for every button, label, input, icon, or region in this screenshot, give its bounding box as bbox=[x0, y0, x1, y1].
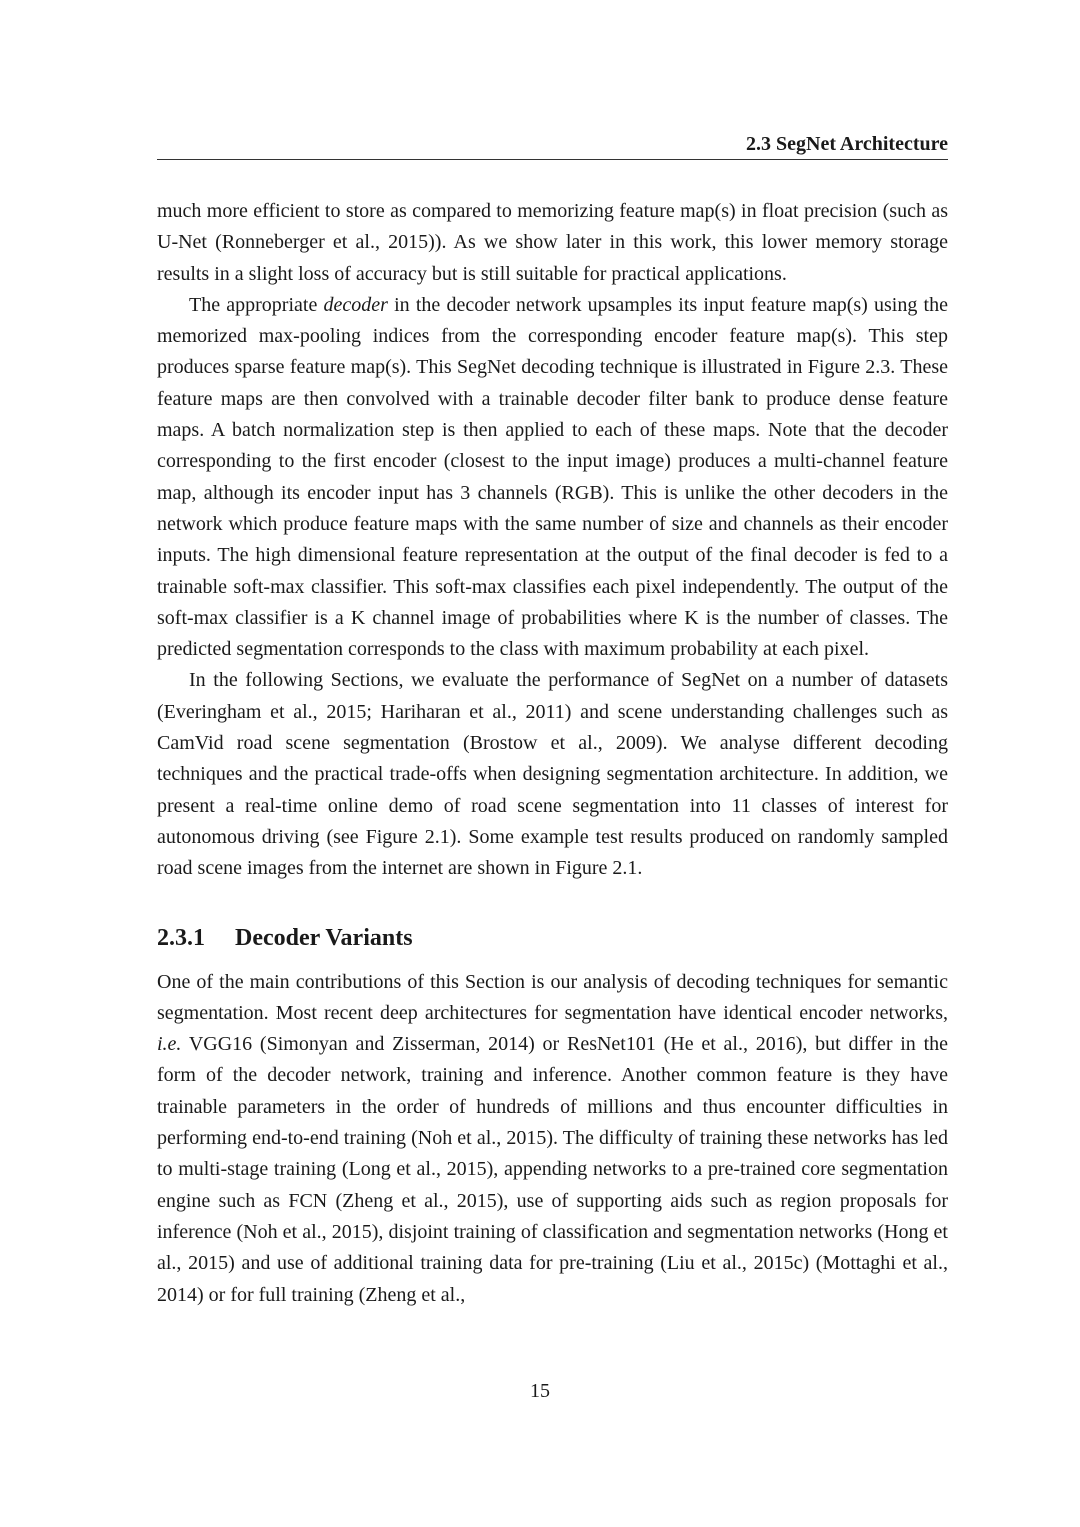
header-rule bbox=[157, 159, 948, 160]
emphasis-ie: i.e. bbox=[157, 1033, 182, 1056]
section-paragraph bbox=[157, 967, 948, 1311]
section-heading bbox=[157, 923, 948, 953]
paragraph-1: much more efficient to store as compared to memorizing feature map(s) in float precision (such as U-Net (Ronneberger et al., 2015)). As we show later in this work, this lower memory storage results in a slight loss of accuracy but is still suitable for practical applications. bbox=[157, 200, 948, 285]
paragraph-2-rest: in the decoder network upsamples its input feature map(s) using the memorized max-pooling indices from the corresponding encoder feature map(s). This step produces sparse feature map(s). This SegNet decoding technique is illustrated in Figure 2.3. These feature maps are then convolved with a trainable decoder filter bank to produce dense feature maps. A batch normalization step is then applied to each of these maps. Note that the decoder corresponding to the first encoder (closest to the input image) produces a multi-channel feature map, although its encoder input has 3 channels (RGB). This is unlike the other decoders in the network which produce feature maps with the same number of size and channels as their encoder inputs. The high dimensional feature representation at the output of the final decoder is fed to a trainable soft-max classifier. This soft-max classifies each pixel independently. The output of the soft-max classifier is a K channel image of probabilities where K is the number of classes. The predicted segmentation corresponds to the class with maximum probability at each pixel. bbox=[157, 293, 948, 661]
paragraph-2 bbox=[157, 290, 948, 666]
paragraph-3: In the following Sections, we evaluate the performance of SegNet on a number of datasets (Everingham et al., 2015; Hariharan et al., 2011) and scene understanding challenges such as CamVid road scene segmentation (Brostow et al., 2009). We analyse different decoding techniques and the practical trade-offs when designing segmentation architecture. In addition, we present a real-time online demo of road scene segmentation into 11 classes of interest for autonomous driving (see Figure 2.1). Some example test results produced on randomly sampled road scene images from the internet are shown in Figure 2.1. bbox=[157, 669, 948, 880]
section-paragraph-rest: VGG16 (Simonyan and Zisserman, 2014) or ResNet101 (He et al., 2016), but differ in the form of the decoder network, training and inference. Another common feature is they have trainable parameters in the order of hundreds of millions and thus encounter difficulties in performing end-to-end training (Noh et al., 2015). The difficulty of training these networks has led to multi-stage training (Long et al., 2015), appending networks to a pre-trained core segmentation engine such as FCN (Zheng et al., 2015), use of supporting aids such as region proposals for inference (Noh et al., 2015), disjoint training of classification and segmentation networks (Hong et al., 2015) and use of additional training data for pre-training (Liu et al., 2015c) (Mottaghi et al., 2014) or for full training (Zheng et al., bbox=[157, 1033, 948, 1306]
page-body bbox=[157, 196, 948, 1311]
paragraph-2-lead: The appropriate bbox=[189, 293, 324, 316]
section-number: 2.3.1 bbox=[157, 924, 205, 951]
emphasis-decoder: decoder bbox=[323, 293, 388, 316]
section-paragraph-lead: One of the main contributions of this Section is our analysis of decoding techniques for semantic segmentation. Most recent deep architectures for segmentation have identical encoder networks, bbox=[157, 970, 948, 1024]
section-title: Decoder Variants bbox=[235, 924, 413, 951]
page-number: 15 bbox=[530, 1380, 550, 1402]
running-head: 2.3 SegNet Architecture bbox=[746, 133, 948, 155]
